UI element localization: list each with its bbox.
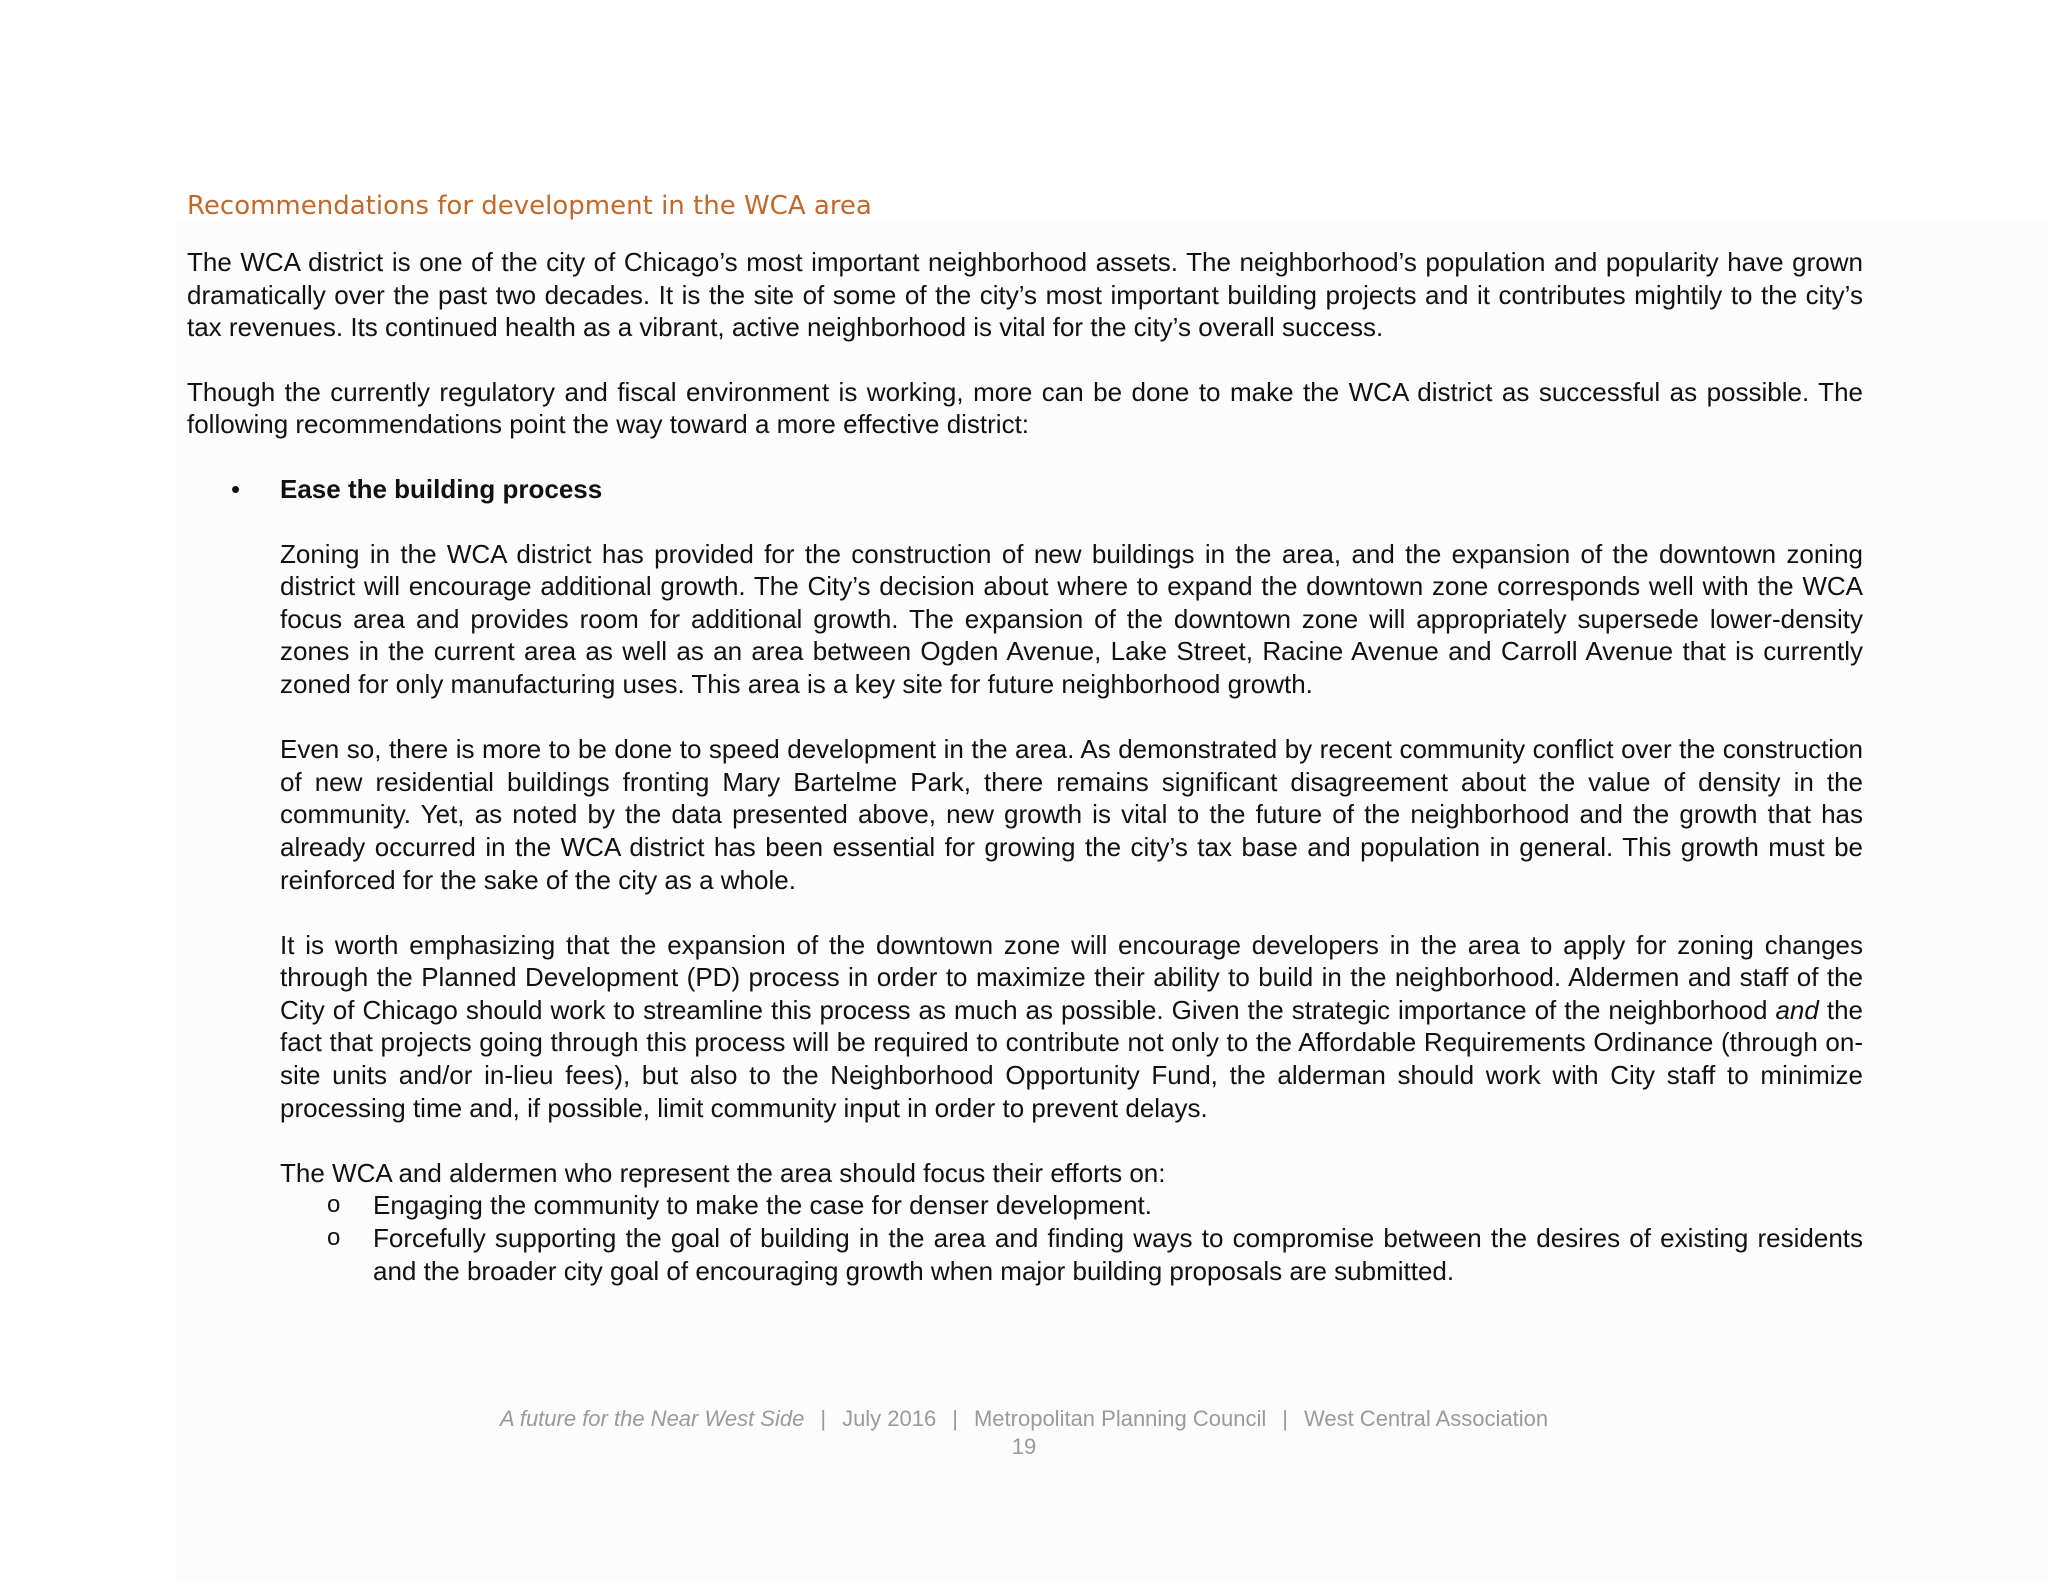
recommendation-paragraph-1: Zoning in the WCA district has provided for the construction of new buildings in the area, and the expansion of the downtown zoning district will encourage additional growth. The City’s decision about where to expand the downtown zone corresponds well with the WCA focus area and provides room for additional growth. The expansion of the downtown zone will appropriately supersede lower-density zones in the current area as well as an area between Ogden Avenue, Lake Street, Racine Avenue and Carroll Avenue that is currently zoned for only manufacturing uses. This area is a key site for future neighborhood growth. — [280, 538, 1863, 699]
recommendation-paragraph-3 — [280, 929, 1863, 1125]
focus-intro: The WCA and aldermen who represent the area should focus their efforts on: — [280, 1157, 1166, 1188]
page-footer — [0, 1405, 2048, 1461]
footer-separator: | — [820, 1406, 827, 1431]
page-content — [187, 186, 1863, 1287]
footer-organization-2: West Central Association — [1303, 1406, 1549, 1431]
focus-item-text: Engaging the community to make the case for denser development. — [373, 1190, 1152, 1221]
footer-line — [0, 1405, 2048, 1433]
page-number: 19 — [1011, 1434, 1037, 1459]
footer-organization-1: Metropolitan Planning Council — [973, 1406, 1267, 1431]
sub-bullet-marker: o — [327, 1191, 341, 1219]
footer-document-title: A future for the Near West Side — [499, 1406, 805, 1431]
recommendation-title: Ease the building process — [280, 473, 603, 504]
footer-separator: | — [952, 1406, 958, 1431]
sub-bullet-marker: o — [327, 1224, 341, 1252]
paragraph-3-text-b: the fact that projects going through this process will be required to contribute not only to the Affordable Requirements Ordinance (through on-site units and/or in-lieu fees), but also to the Neighborhood Opportunity Fund, the alderman should work with City staff to minimize processing time and, if possible, limit community input in order to prevent delays. — [280, 994, 1863, 1123]
footer-date: July 2016 — [842, 1406, 937, 1431]
paragraph-3-text-a: It is worth emphasizing that the expansion of the downtown zone will encourage developers in the area to apply for zoning changes through the Planned Development (PD) process in order to maximize their ability to build in the neighborhood. Aldermen and staff of the City of Chicago should work to streamline this process as much as possible. Given the strategic importance of the neighborhood — [280, 929, 1863, 1025]
section-heading: Recommendations for development in the WCA area — [187, 191, 872, 221]
intro-paragraph-1: The WCA district is one of the city of Chicago’s most important neighborhood assets. The neighborhood’s population and popularity have grown dramatically over the past two decades. It is the site of some of the city’s most important building projects and it contributes mightily to the city’s tax revenues. Its continued health as a vibrant, active neighborhood is vital for the city’s overall success. — [187, 247, 1863, 343]
focus-list — [280, 1189, 1863, 1287]
intro-paragraph-2: Though the currently regulatory and fiscal environment is working, more can be done to make the WCA district as successful as possible. The following recommendations point the way toward a more effective district: — [187, 376, 1863, 440]
focus-list-item — [280, 1189, 1863, 1222]
bullet-marker: • — [231, 473, 241, 504]
recommendation-bullet — [187, 473, 1863, 505]
focus-list-item — [280, 1222, 1863, 1287]
footer-separator: | — [1282, 1406, 1288, 1431]
recommendation-body — [280, 538, 1863, 1288]
focus-item-text: Forcefully supporting the goal of building in the area and finding ways to compromise between the desires of existing residents and the broader city goal of encouraging growth when major building proposals are submitted. — [373, 1223, 1863, 1286]
recommendation-paragraph-2: Even so, there is more to be done to speed development in the area. As demonstrated by recent community conflict over the construction of new residential buildings fronting Mary Bartelme Park, there remains significant disagreement about the value of density in the community. Yet, as noted by the data presented above, new growth is vital to the future of the neighborhood and the growth that has already occurred in the WCA district has been essential for growing the city’s tax base and population in general. This growth must be reinforced for the sake of the city as a whole. — [280, 734, 1863, 895]
paragraph-3-emphasis: and — [1775, 994, 1819, 1025]
